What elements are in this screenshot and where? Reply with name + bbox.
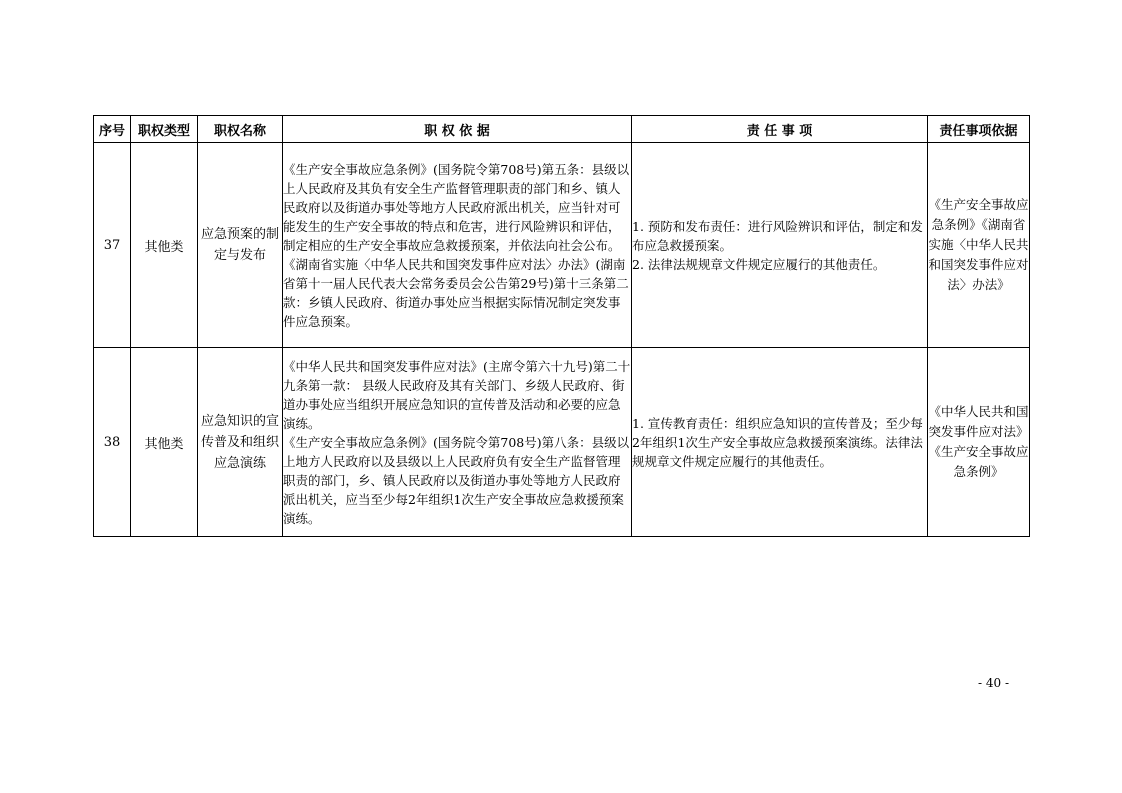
basis-paragraph: 《湖南省实施〈中华人民共和国突发事件应对法〉办法》(湖南省第十一届人民代表大会常务委员会公告第29号)第十三条第二款：乡镇人民政府、街道办事处应当根据实际情况制定突发事件应急预案。 (283, 256, 629, 329)
basis-paragraph: 《生产安全事故应急条例》(国务院令第708号)第五条：县级以上人民政府及其负有安全生产监督管理职责的部门和乡、镇人民政府以及街道办事处等地方人民政府派出机关，应当针对可能发生的生产安全事故的特点和危害，进行风险辨识和评估，制定相应的生产安全事故应急救援预案，并依法向社会公布。 (283, 161, 630, 253)
table-header-row (94, 116, 1030, 143)
row-number: 38 (94, 348, 131, 537)
table-row (94, 348, 1030, 537)
header-responsibility-basis: 责任事项依据 (928, 116, 1030, 143)
power-basis (283, 143, 632, 348)
header-name: 职权名称 (198, 116, 283, 143)
responsibility-basis: 《生产安全事故应急条例》《湖南省实施〈中华人民共和国突发事件应对法〉办法》 (928, 143, 1030, 348)
header-type: 职权类型 (131, 116, 198, 143)
page-number: - 40 - (978, 676, 1010, 690)
power-name: 应急知识的宣传普及和组织应急演练 (198, 348, 283, 537)
power-type: 其他类 (131, 143, 198, 348)
power-type: 其他类 (131, 348, 198, 537)
responsibility-item: 2. 法律法规规章文件规定应履行的其他责任。 (632, 256, 886, 272)
header-basis: 职 权 依 据 (283, 116, 632, 143)
header-responsibility: 责 任 事 项 (632, 116, 928, 143)
responsibility-basis: 《中华人民共和国突发事件应对法》《生产安全事故应急条例》 (928, 348, 1030, 537)
duty-table (93, 115, 1030, 537)
responsibility-item: 1. 预防和发布责任：进行风险辨识和评估，制定和发布应急救援预案。 (632, 218, 923, 253)
responsibility (632, 348, 928, 537)
responsibility (632, 143, 928, 348)
row-number: 37 (94, 143, 131, 348)
basis-paragraph: 《生产安全事故应急条例》(国务院令第708号)第八条：县级以上地方人民政府以及县级以上人民政府负有安全生产监督管理职责的部门，乡、镇人民政府以及街道办事处等地方人民政府派出机关，应当至少每2年组织1次生产安全事故应急救援预案演练。 (283, 434, 630, 526)
table-row (94, 143, 1030, 348)
basis-paragraph: 《中华人民共和国突发事件应对法》(主席令第六十九号)第二十九条第一款： 县级人民政府及其有关部门、乡级人民政府、街道办事处应当组织开展应急知识的宣传普及活动和必要的应急演练。 (283, 358, 631, 431)
power-basis (283, 348, 632, 537)
power-name: 应急预案的制定与发布 (198, 143, 283, 348)
responsibility-item: 1. 宣传教育责任：组织应急知识的宣传普及；至少每2年组织1次生产安全事故应急救援预案演练。法律法规规章文件规定应履行的其他责任。 (632, 415, 923, 469)
header-no: 序号 (94, 116, 131, 143)
